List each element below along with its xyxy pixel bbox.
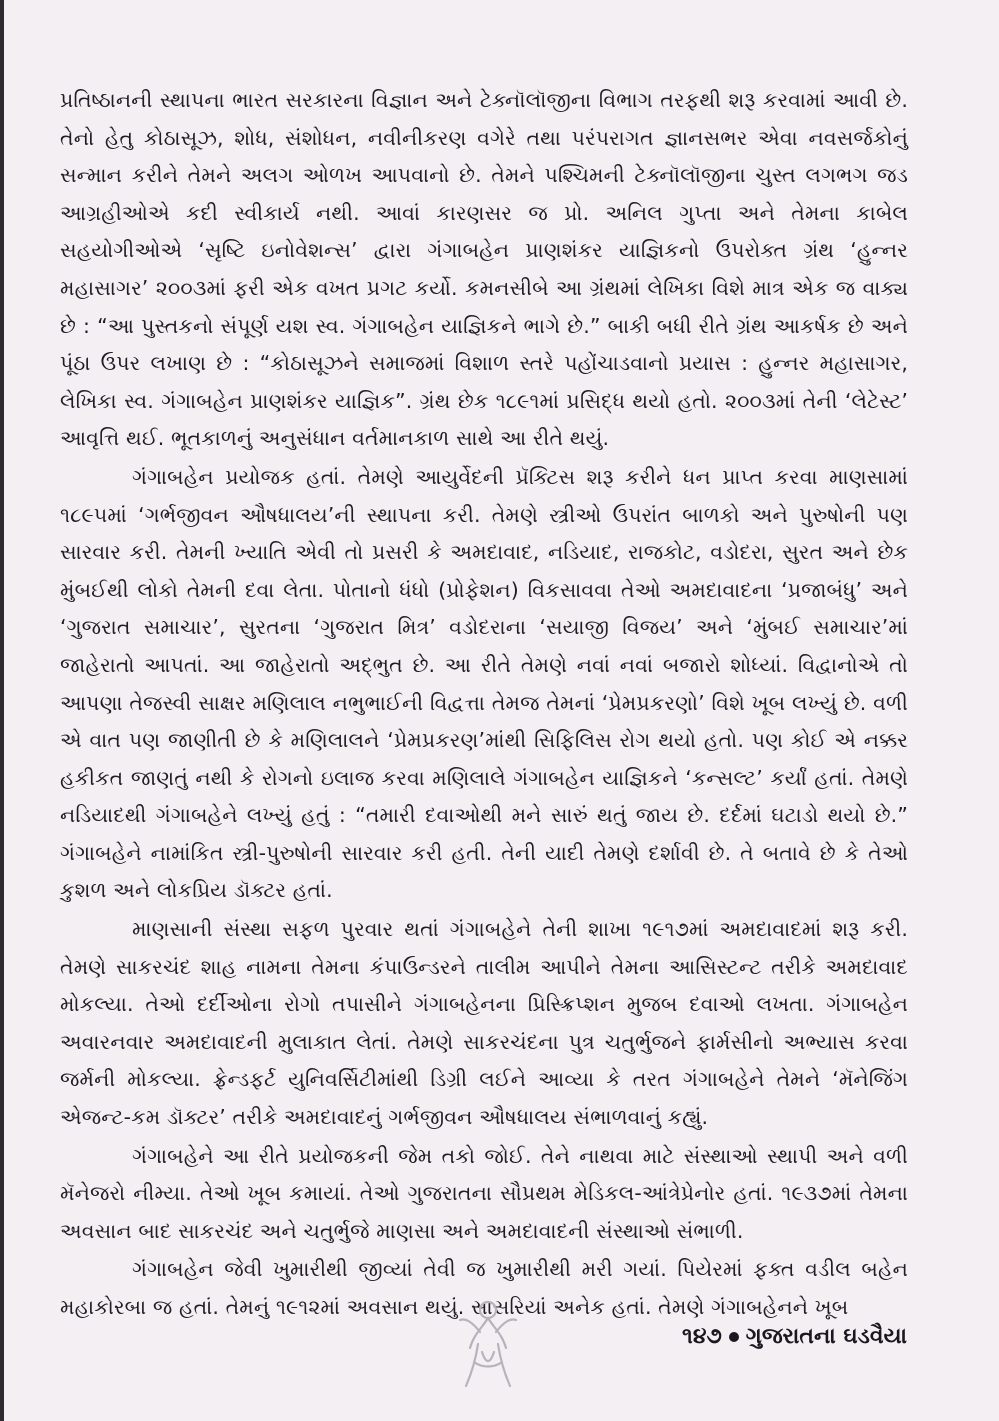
paragraph-4: ગંગાબહેને આ રીતે પ્રયોજકની જેમ તકો જોઈ. તેને નાથવા માટે સંસ્થાઓ સ્થાપી અને વળી મૅનેજરો નીમ્યા. તેઓ ખૂબ કમાયાં. તેઓ ગુજરાતના સૌપ્રથમ મેડિકલ-આંત્રેપ્રેનોર હતાં. ૧૯૩૭માં તેમના અવસાન બાદ સાકરચંદ અને ચતુર્ભુજે માણસા અને અમદાવાદની સંસ્થાઓ સંભાળી. <box>60 1143 908 1243</box>
paragraph-2: ગંગાબહેન પ્રયોજક હતાં. તેમણે આયુર્વેદની પ્રૅક્ટિસ શરૂ કરીને ધન પ્રાપ્ત કરવા માણસામાં ૧૮૯૫માં ‘ગર્ભજીવન ઔષધાલય’ની સ્થાપના કરી. તેમણે સ્ત્રીઓ ઉપરાંત બાળકો અને પુરુષોની પણ સારવાર કરી. તેમની ખ્યાતિ એવી તો પ્રસરી કે અમદાવાદ, નડિયાદ, રાજકોટ, વડોદરા, સુરત અને છેક મુંબઈથી લોકો તેમની દવા લેતા. પોતાનો ધંધો (પ્રોફેશન) વિકસાવવા તેઓ અમદાવાદના ‘પ્રજાબંધુ’ અને ‘ગુજરાત સમાચાર’, સુરતના ‘ગુજરાત મિત્ર’ વડોદરાના ‘સયાજી વિજય’ અને ‘મુંબઈ સમાચાર’માં જાહેરાતો આપતાં. આ જાહેરાતો અદ્‌ભુત છે. આ રીતે તેમણે નવાં નવાં બજારો શોધ્યાં. વિદ્વાનોએ તો આપણા તેજસ્વી સાક્ષર મણિલાલ નભુભાઈની વિદ્વત્તા તેમજ તેમનાં ‘પ્રેમપ્રકરણો’ વિશે ખૂબ લખ્યું છે. વળી એ વાત પણ જાણીતી છે કે મણિલાલને ‘પ્રેમપ્રકરણ’માંથી સિફિલિસ રોગ થયો હતો. પણ કોઈ એ નક્કર હકીકત જાણતું નથી કે રોગનો ઇલાજ કરવા મણિલાલે ગંગાબહેન યાજ્ઞિકને ‘કન્સલ્ટ’ કર્યાં હતાં. તેમણે નડિયાદથી ગંગાબહેને લખ્યું હતું : “તમારી દવાઓથી મને સારું થતું જાય છે. દર્દમાં ઘટાડો થયો છે.” ગંગાબહેને નામાંકિત સ્ત્રી-પુરુષોની સારવાર કરી હતી. તેની યાદી તેમણે દર્શાવી છે. તે બતાવે છે કે તેઓ કુશળ અને લોકપ્રિય ડૉક્ટર હતાં. <box>60 464 908 903</box>
footer-emblem-icon <box>452 1292 524 1392</box>
book-title: ગુજરાતના ઘડવૈયા <box>745 1324 907 1349</box>
bullet-dot-icon <box>729 1332 739 1342</box>
paragraph-1: પ્રતિષ્ઠાનની સ્થાપના ભારત સરકારના વિજ્ઞાન અને ટેક્નૉલૉજીના વિભાગ તરફથી શરૂ કરવામાં આવી છે. તેનો હેતુ કોઠાસૂઝ, શોધ, સંશોધન, નવીનીકરણ વગેરે તથા પરંપરાગત જ્ઞાનસભર એવા નવસર્જકોનું સન્માન કરીને તેમને અલગ ઓળખ આપવાનો છે. તેમને પશ્ચિમની ટેક્નૉલૉજીના ચુસ્ત લગભગ જડ આગ્રહીઓએ કદી સ્વીકાર્ય નથી. આવાં કારણસર જ પ્રો. અનિલ ગુપ્તા અને તેમના કાબેલ સહયોગીઓએ ‘સૃષ્ટિ ઇનોવેશન્સ’ દ્વારા ગંગાબહેન પ્રાણશંકર યાજ્ઞિકનો ઉપરોક્ત ગ્રંથ ‘હુન્નર મહાસાગર’ ૨૦૦૩માં ફરી એક વખત પ્રગટ કર્યો. કમનસીબે આ ગ્રંથમાં લેખિકા વિશે માત્ર એક જ વાક્ય છે : “આ પુસ્તકનો સંપૂર્ણ યશ સ્વ. ગંગાબહેન યાજ્ઞિકને ભાગે છે.” બાકી બધી રીતે ગ્રંથ આકર્ષક છે અને પૂંઠા ઉપર લખાણ છે : “કોઠાસૂઝને સમાજમાં વિશાળ સ્તરે પહોંચાડવાનો પ્રયાસ : હુન્નર મહાસાગર, લેખિકા સ્વ. ગંગાબહેન પ્રાણશંકર યાજ્ઞિક”. ગ્રંથ છેક ૧૮૯૧માં પ્રસિદ્ધ થયો હતો. ૨૦૦૩માં તેની ‘લેટેસ્ટ’ આવૃત્તિ થઈ. ભૂતકાળનું અનુસંધાન વર્તમાનકાળ સાથે આ રીતે થયું. <box>60 88 908 451</box>
paragraph-3: માણસાની સંસ્થા સફળ પુરવાર થતાં ગંગાબહેને તેની શાખા ૧૯૧૭માં અમદાવાદમાં શરૂ કરી. તેમણે સાકરચંદ શાહ નામના તેમના કંપાઉન્ડરને તાલીમ આપીને તેમના આસિસ્ટન્ટ તરીકે અમદાવાદ મોકલ્યા. તેઓ દર્દીઓના રોગો તપાસીને ગંગાબહેનના પ્રિસ્ક્રિપ્શન મુજબ દવાઓ લખતા. ગંગાબહેન અવારનવાર અમદાવાદની મુલાકાત લેતાં. તેમણે સાકરચંદના પુત્ર ચતુર્ભુજને ફાર્મસીનો અભ્યાસ કરવા જર્મની મોકલ્યા. ફ્રેન્ડફર્ટ યુનિવર્સિટીમાંથી ડિગ્રી લઈને આવ્યા કે તરત ગંગાબહેને તેમને ‘મૅનેજિંગ એજન્ટ-કમ ડૉક્ટર’ તરીકે અમદાવાદનું ગર્ભજીવન ઔષધાલય સંભાળવાનું કહ્યું. <box>60 917 908 1130</box>
paragraph-5: ગંગાબહેન જેવી ખુમારીથી જીવ્યાં તેવી જ ખુમારીથી મરી ગયાં. પિયેરમાં ફક્ત વડીલ બહેન મહાકોરબા જ હતાં. તેમનું ૧૯૧૨માં અવસાન થયું. સાસરિયાં અનેક હતાં. તેમણે ગંગાબહેનને ખૂબ <box>60 1257 908 1319</box>
page-number: ૧૪૭ <box>682 1324 722 1349</box>
page-footer <box>682 1324 907 1349</box>
body-text <box>60 82 908 1328</box>
page-edge <box>0 0 4 1421</box>
